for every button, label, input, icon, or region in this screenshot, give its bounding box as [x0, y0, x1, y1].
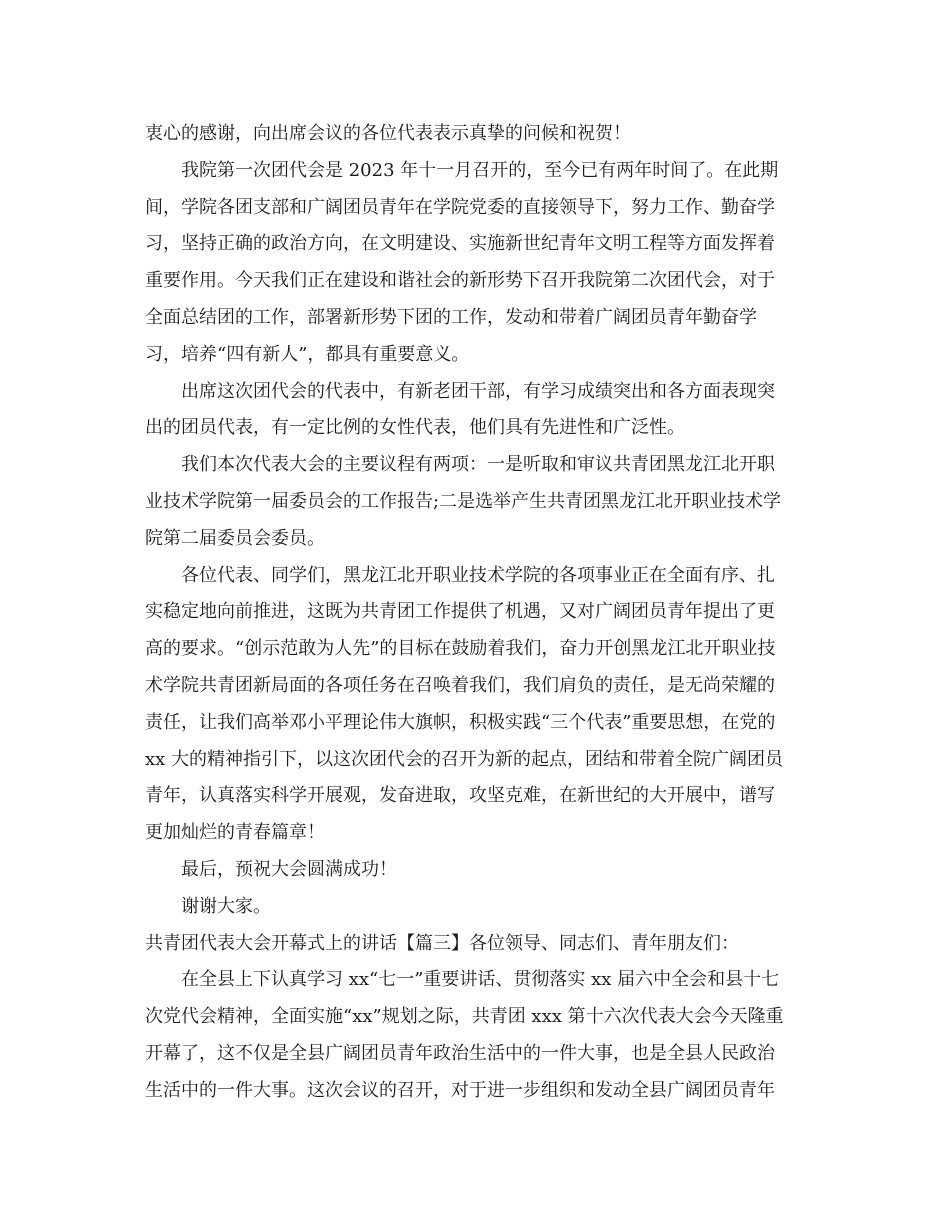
document-body	[145, 116, 815, 1110]
text-line: 开幕了，这不仅是全县广阔团员青年政治生活中的一件大事，也是全县人民政治	[145, 1042, 775, 1064]
text-line: 习，坚持正确的政治方向，在文明建设、实施新世纪青年文明工程等方面发挥着	[145, 233, 775, 255]
text-line: 出的团员代表，有一定比例的女性代表，他们具有先进性和广泛性。	[145, 417, 685, 439]
text-line: 责任，让我们高举邓小平理论伟大旗帜，积极实践“三个代表”重要思想，在党的	[145, 711, 776, 733]
text-line: 习，培养“四有新人”，都具有重要意义。	[145, 343, 470, 365]
text-line: 间，学院各团支部和广阔团员青年在学院党委的直接领导下，努力工作、勤奋学	[145, 196, 775, 218]
text-line: 我院第一次团代会是 2023 年十一月召开的，至今已有两年时间了。在此期	[181, 159, 779, 181]
text-line: 院第二届委员会委员。	[145, 527, 325, 549]
text-line: 更加灿烂的青春篇章！	[145, 822, 325, 844]
text-line: 出席这次团代会的代表中，有新老团干部，有学习成绩突出和各方面表现突	[181, 380, 775, 402]
text-line: 高的要求。“创示范敢为人先”的目标在鼓励着我们，奋力开创黑龙江北开职业技	[145, 638, 776, 660]
text-line: 全面总结团的工作，部署新形势下团的工作，发动和带着广阔团员青年勤奋学	[145, 306, 757, 328]
section-heading	[145, 926, 815, 963]
text-line: 各位代表、同学们，黑龙江北开职业技术学院的各项事业正在全面有序、扎	[181, 564, 775, 586]
text-line: 实稳定地向前推进，这既为共青团工作提供了机遇，又对广阔团员青年提出了更	[145, 601, 775, 623]
text-line: 在全县上下认真学习 xx“七一”重要讲话、贯彻落实 xx 届六中全会和县十七	[181, 969, 780, 991]
text-line: 生活中的一件大事。这次会议的召开，对于进一步组织和发动全县广阔团员青年	[145, 1079, 775, 1101]
text-line: 我们本次代表大会的主要议程有两项：一是听取和审议共青团黑龙江北开职	[181, 454, 775, 476]
text-line: xx 大的精神指引下，以这次团代会的召开为新的起点，团结和带着全院广阔团员	[145, 748, 784, 770]
text-line: 谢谢大家。	[181, 895, 271, 917]
salutation: 各位领导、同志们、青年朋友们：	[469, 932, 739, 954]
text-line: 次党代会精神，全面实施“xx”规划之际，共青团 xxx 第十六次代表大会今天隆重	[145, 1006, 784, 1028]
text-line: 业技术学院第一届委员会的工作报告;二是选举产生共青团黑龙江北开职业技术学	[145, 490, 782, 512]
text-line: 最后，预祝大会圆满成功！	[181, 858, 397, 880]
text-line: 术学院共青团新局面的各项任务在召唤着我们，我们肩负的责任，是无尚荣耀的	[145, 674, 775, 696]
section-title: 共青团代表大会开幕式上的讲话【篇三】	[145, 932, 469, 954]
text-line: 重要作用。今天我们正在建设和谐社会的新形势下召开我院第二次团代会，对于	[145, 270, 775, 292]
text-line: 衷心的感谢，向出席会议的各位代表表示真挚的问候和祝贺！	[145, 123, 631, 144]
text-line: 青年，认真落实科学开展观，发奋进取，攻坚克难，在新世纪的大开展中，谱写	[145, 785, 775, 807]
